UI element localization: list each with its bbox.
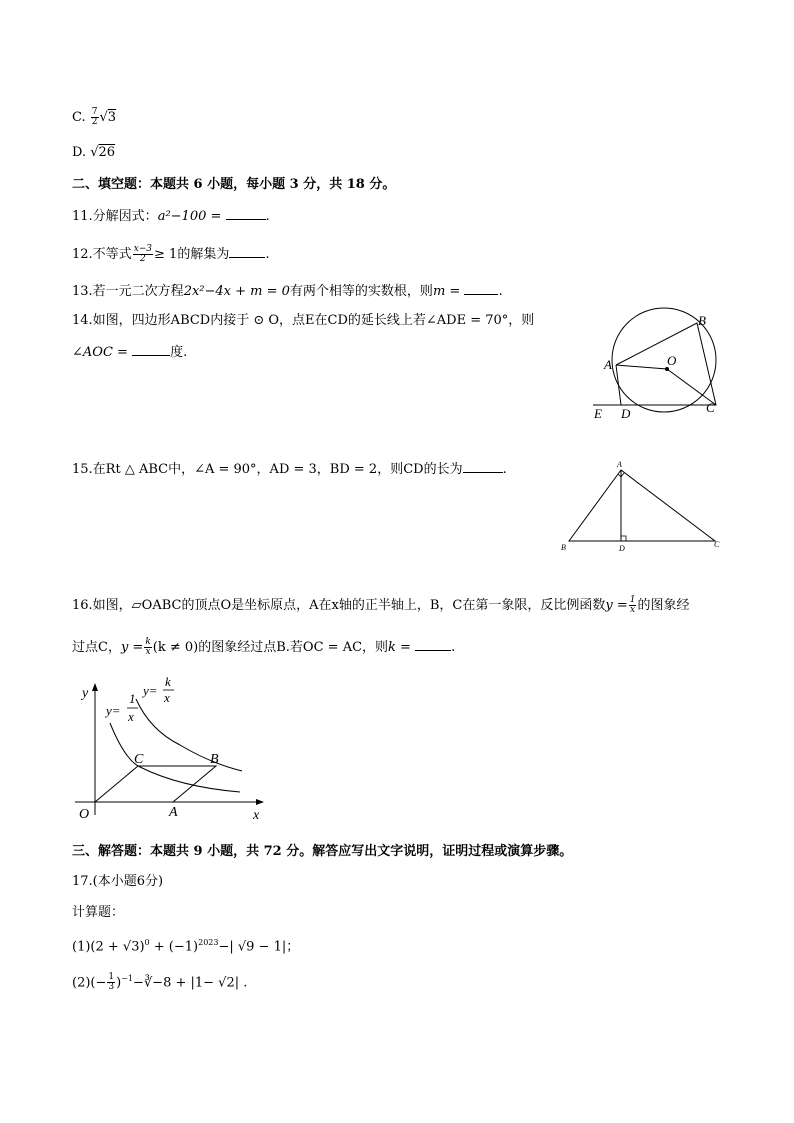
q16-den1: x <box>630 605 636 615</box>
q14-unit: 度. <box>170 345 188 360</box>
q16-line1b: 的图象经 <box>637 598 690 613</box>
curve1-label-den: x <box>128 709 134 724</box>
q12-end: . <box>265 247 270 262</box>
question-13 <box>72 282 503 301</box>
question-17-part2 <box>72 970 247 992</box>
curve-y-1-over-x <box>110 723 240 792</box>
label-d: D <box>621 406 631 421</box>
q17-p1b: + (−1) <box>149 939 199 955</box>
segment-a-o <box>616 365 667 369</box>
label-o: O <box>79 807 90 822</box>
q17-p1-exp: 0 <box>144 938 150 947</box>
label-b: B <box>698 313 706 328</box>
q16-line2a: 过点C， <box>72 640 121 655</box>
q17-p2-num: 1 <box>108 972 115 983</box>
question-11 <box>72 207 270 226</box>
question-14-line1: 14.如图，四边形ABCD内接于 ⊙ O，点E在CD的延长线上若∠ADE = 70°，则 <box>72 313 535 328</box>
curve1-label-num: 1 <box>129 691 136 706</box>
label-o: O <box>667 353 677 368</box>
y-axis-arrow <box>92 683 98 691</box>
q13-var: m = <box>432 284 461 299</box>
option-c: C. $\frac{7}{2}$ √3 <box>72 107 117 127</box>
q14-answer-blank[interactable] <box>132 343 170 356</box>
question-17-subtitle: 计算题： <box>72 905 125 920</box>
q16-fn1: y = <box>605 598 628 613</box>
curve1-label: y= <box>106 703 121 718</box>
q13-end: . <box>498 284 503 299</box>
q12-answer-blank[interactable] <box>229 245 265 258</box>
q17-p2-fraction <box>107 973 115 992</box>
section3-title: 三、解答题：本题共 9 小题，共 72 分。解答应写出文字说明，证明过程或演算步骤。 <box>72 844 573 859</box>
q17-p1a: (1)(2 + √3) <box>72 939 145 955</box>
question-17-part1 <box>72 934 299 956</box>
parallelogram-oabc <box>95 766 216 802</box>
q15-answer-blank[interactable] <box>463 460 503 473</box>
question-14-line2 <box>72 343 187 362</box>
right-angle-mark-d <box>621 536 626 541</box>
q12-rel: ≥ 1的解集为 <box>154 247 230 262</box>
q16-fraction2 <box>144 638 151 657</box>
curve2-label-den: x <box>164 690 170 705</box>
curve-y-k-over-x <box>136 699 242 771</box>
q17-p2c: −∛−8 + |1− √2| . <box>133 975 248 991</box>
label-a: A <box>169 805 178 820</box>
label-b: B <box>210 752 219 767</box>
x-axis-arrow <box>256 799 264 805</box>
label-e: E <box>594 406 602 421</box>
q15-end: . <box>502 462 507 477</box>
quadrilateral-abcd <box>616 323 716 405</box>
q16-den2: x <box>145 647 151 657</box>
q16-num2: k <box>145 637 151 647</box>
q13-text: 13.若一元二次方程 <box>72 284 184 299</box>
question-16-line2 <box>72 638 455 657</box>
option-c-num: 7 <box>91 107 98 117</box>
q17-p1-exp2: 2023 <box>198 938 219 947</box>
label-c: C <box>706 400 715 415</box>
option-c-radical: 3 <box>107 110 117 125</box>
label-d: D <box>619 544 625 553</box>
label-a: A <box>617 460 622 469</box>
question-16-line1 <box>72 596 689 615</box>
curve2-label-num: k <box>165 675 171 689</box>
q12-num: x−3 <box>133 244 153 254</box>
q13-expr: 2x²−4x + m = 0 <box>183 284 290 299</box>
q17-p2-exp: −1 <box>121 974 133 983</box>
option-d-label: D. <box>72 145 87 160</box>
q11-answer-blank[interactable] <box>226 207 266 220</box>
curve2-label: y= <box>143 683 158 698</box>
figure-16-coordinate-diagram <box>70 675 270 825</box>
q13-rest: 有两个相等的实数根，则 <box>289 284 433 299</box>
q12-fraction <box>133 245 153 264</box>
figure-15-triangle-diagram <box>555 455 735 555</box>
question-17-title: 17.(本小题6分) <box>72 874 164 889</box>
q17-p1c: −| √9 − 1|； <box>218 939 300 955</box>
label-c: C <box>134 752 144 767</box>
q11-end: . <box>265 209 270 224</box>
option-c-label: C. <box>72 110 86 125</box>
figure-14-circle-diagram <box>585 305 725 425</box>
q17-p2-den: 3 <box>108 982 115 993</box>
label-c: C <box>714 540 720 549</box>
question-15 <box>72 460 507 479</box>
label-a: A <box>604 357 612 372</box>
q12-text: 12.不等式 <box>72 247 132 262</box>
triangle-abc <box>569 470 715 541</box>
q16-fraction1 <box>629 596 637 615</box>
label-y: y <box>82 686 89 701</box>
section2-title: 二、填空题：本题共 6 小题，每小题 3 分，共 18 分。 <box>72 177 396 192</box>
q16-line2b: (k ≠ 0)的图象经过点B.若OC = AC，则 <box>152 640 389 655</box>
question-12 <box>72 245 269 264</box>
q16-fn2: y = <box>120 640 144 655</box>
q13-answer-blank[interactable] <box>464 282 498 295</box>
option-d-radical: 26 <box>98 145 116 160</box>
q12-den: 2 <box>139 254 146 264</box>
option-d: D. √26 <box>72 145 116 160</box>
q16-end: . <box>451 640 456 655</box>
q17-p2b: ) <box>116 975 122 991</box>
q16-var: k = <box>388 640 411 655</box>
q11-expr: a²−100 = <box>157 209 222 224</box>
q16-line1a: 16.如图，▱OABC的顶点O是坐标原点，A在x轴的正半轴上，B，C在第一象限，反比例函数 <box>72 598 606 613</box>
q17-p2a: (2)(− <box>72 975 107 991</box>
q16-answer-blank[interactable] <box>415 638 451 651</box>
q14-expr: ∠AOC = <box>72 345 128 360</box>
label-x: x <box>253 808 260 823</box>
option-c-fraction <box>91 108 99 127</box>
q16-num1: 1 <box>629 595 636 605</box>
option-c-den: 2 <box>91 117 98 127</box>
label-b: B <box>561 543 566 552</box>
q11-text: 11.分解因式： <box>72 209 158 224</box>
q15-text: 15.在Rt △ ABC中，∠A = 90°，AD = 3，BD = 2，则CD的长为 <box>72 462 463 477</box>
